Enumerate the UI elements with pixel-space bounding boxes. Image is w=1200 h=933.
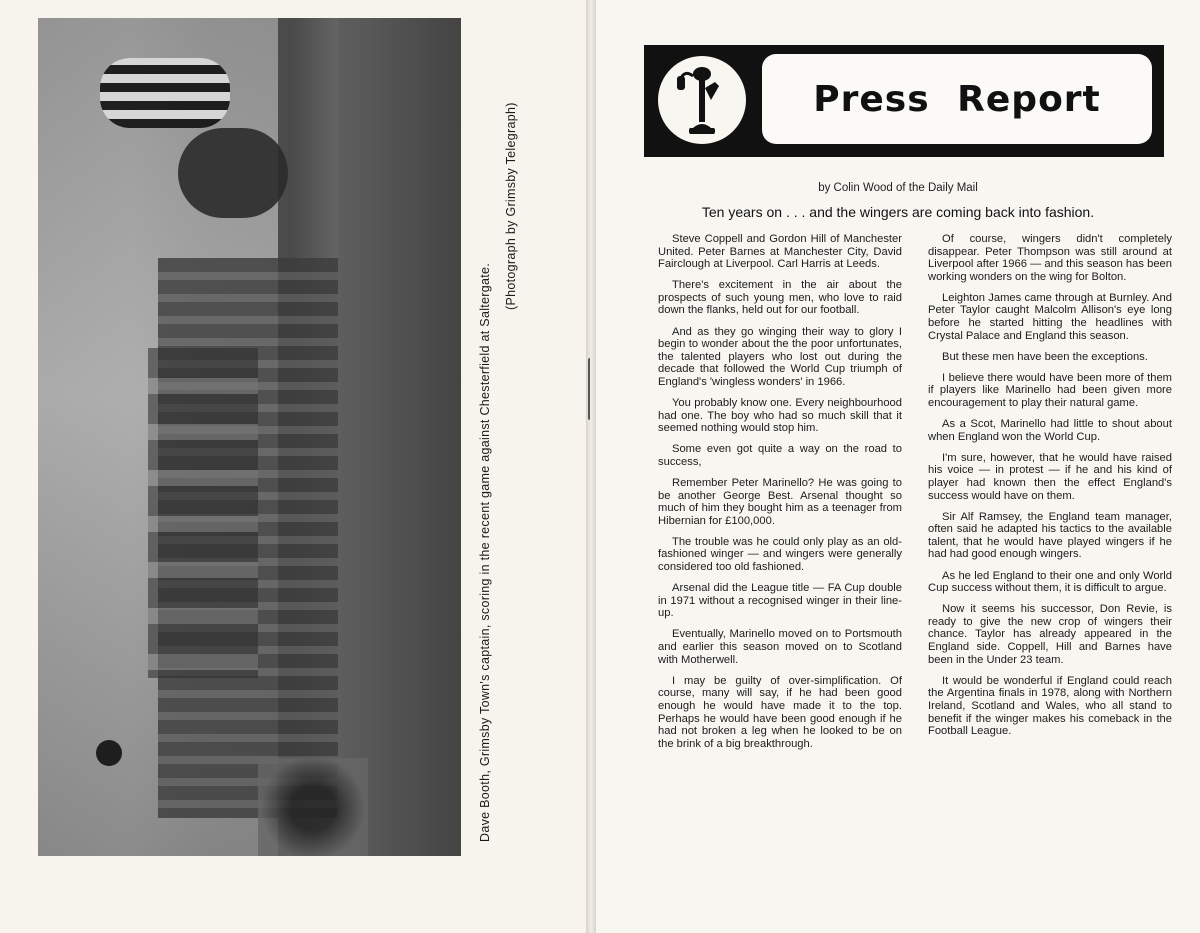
photo-crowd	[258, 758, 368, 856]
masthead	[644, 45, 1164, 157]
paragraph: Arsenal did the League title — FA Cup double in 1971 without a recognised winger in their line-up.	[658, 582, 902, 620]
paragraph: Sir Alf Ramsey, the England team manager, often said he adapted his tactics to the available talent, that he would have played wingers if he had had good enough wingers.	[928, 510, 1172, 561]
caption-credit: (Photograph by Grimsby Telegraph)	[504, 102, 518, 310]
candlestick-telephone-icon	[658, 56, 746, 144]
telephone-icon-svg	[671, 60, 733, 140]
paragraph: The trouble was he could only play as an old-fashioned winger — and wingers were generally considered too old fashioned.	[658, 535, 902, 574]
paragraph: Eventually, Marinello moved on to Portsmouth and earlier this season moved on to Scotland with Motherwell.	[658, 628, 902, 666]
paragraph: But these men have been the exceptions.	[942, 350, 1148, 363]
title-box	[762, 54, 1152, 144]
paragraph: As a Scot, Marinello had little to shout about when England won the World Cup.	[928, 418, 1172, 443]
page-spine	[586, 0, 596, 933]
page-title: Press Report	[813, 78, 1101, 120]
subheadline: Ten years on . . . and the wingers are coming back into fashion.	[701, 204, 1095, 220]
caption-line-1: Dave Booth, Grimsby Town's captain, scoring in the recent game against Chesterfield at Saltergate.	[478, 262, 492, 842]
photo-player-striped	[100, 58, 230, 128]
byline: by Colin Wood of the Daily Mail	[818, 182, 978, 194]
match-photograph	[38, 18, 461, 856]
paragraph: And as they go winging their way to glory I begin to wonder about the the poor unfortunates, the talented players who lost out during the decade that followed the World Cup triumph of England's 'wingless wonders' in 1966.	[658, 325, 902, 388]
photo-rooftops	[148, 348, 258, 678]
paragraph: Steve Coppell and Gordon Hill of Manchester United. Peter Barnes at Manchester City, David Fairclough at Liverpool. Carl Harris at Leeds.	[658, 233, 902, 271]
left-page	[0, 0, 590, 933]
photo-pitch	[338, 18, 461, 856]
article-column-2	[928, 233, 1172, 746]
paragraph: There's excitement in the air about the prospects of such young men, who love to raid down the flanks, held out for our football.	[658, 279, 902, 317]
article-column-1	[658, 233, 902, 759]
paragraph: I believe there would have been more of them if players like Marinello had been given more encouragement to play their natural game.	[928, 371, 1172, 410]
paragraph: Remember Peter Marinello? He was going to be another George Best. Arsenal thought so much of him they bought him as a teenager from Hibernian for £100,000.	[658, 477, 902, 527]
paragraph: I may be guilty of over-simplification. Of course, many will say, if he had been good enough he would have made it to the top. Perhaps he would have been good enough if he had not broken a leg when he looked to be on the brink of a big breakthrough.	[658, 674, 902, 750]
photo-ball	[96, 740, 122, 766]
photo-caption	[472, 30, 562, 850]
paragraph: Now it seems his successor, Don Revie, is ready to give the new crop of wingers their chance. Taylor has already appeared in the England side. Coppell, Hill and Barnes have been in the Under 23 team.	[928, 603, 1172, 666]
paragraph: As he led England to their one and only World Cup success without them, it is difficult to argue.	[928, 569, 1172, 595]
paragraph: You probably know one. Every neighbourhood had one. The boy who had so much skill that it seemed nothing would stop him.	[658, 397, 902, 435]
paragraph: Some even got quite a way on the road to success,	[658, 443, 902, 468]
paragraph: Leighton James came through at Burnley. And Peter Taylor caught Malcolm Allison's eye long before he started hitting the headlines with Crystal Palace and England this season.	[928, 291, 1172, 342]
right-page	[596, 0, 1200, 933]
paragraph: It would be wonderful if England could reach the Argentina finals in 1978, along with Northern Ireland, Scotland and Wales, who all stand to benefit if the winger makes his comeback in the Football League.	[928, 674, 1172, 738]
photo-player-diving	[178, 128, 288, 218]
paragraph: I'm sure, however, that he would have raised his voice — in protest — if he and his kind of player had known then the effect England's success would have on them.	[928, 451, 1172, 502]
paragraph: Of course, wingers didn't completely disappear. Peter Thompson was still around at Liverpool after 1966 — and this season has been working wonders on the wing for Bolton.	[928, 233, 1172, 283]
staple	[588, 358, 594, 420]
